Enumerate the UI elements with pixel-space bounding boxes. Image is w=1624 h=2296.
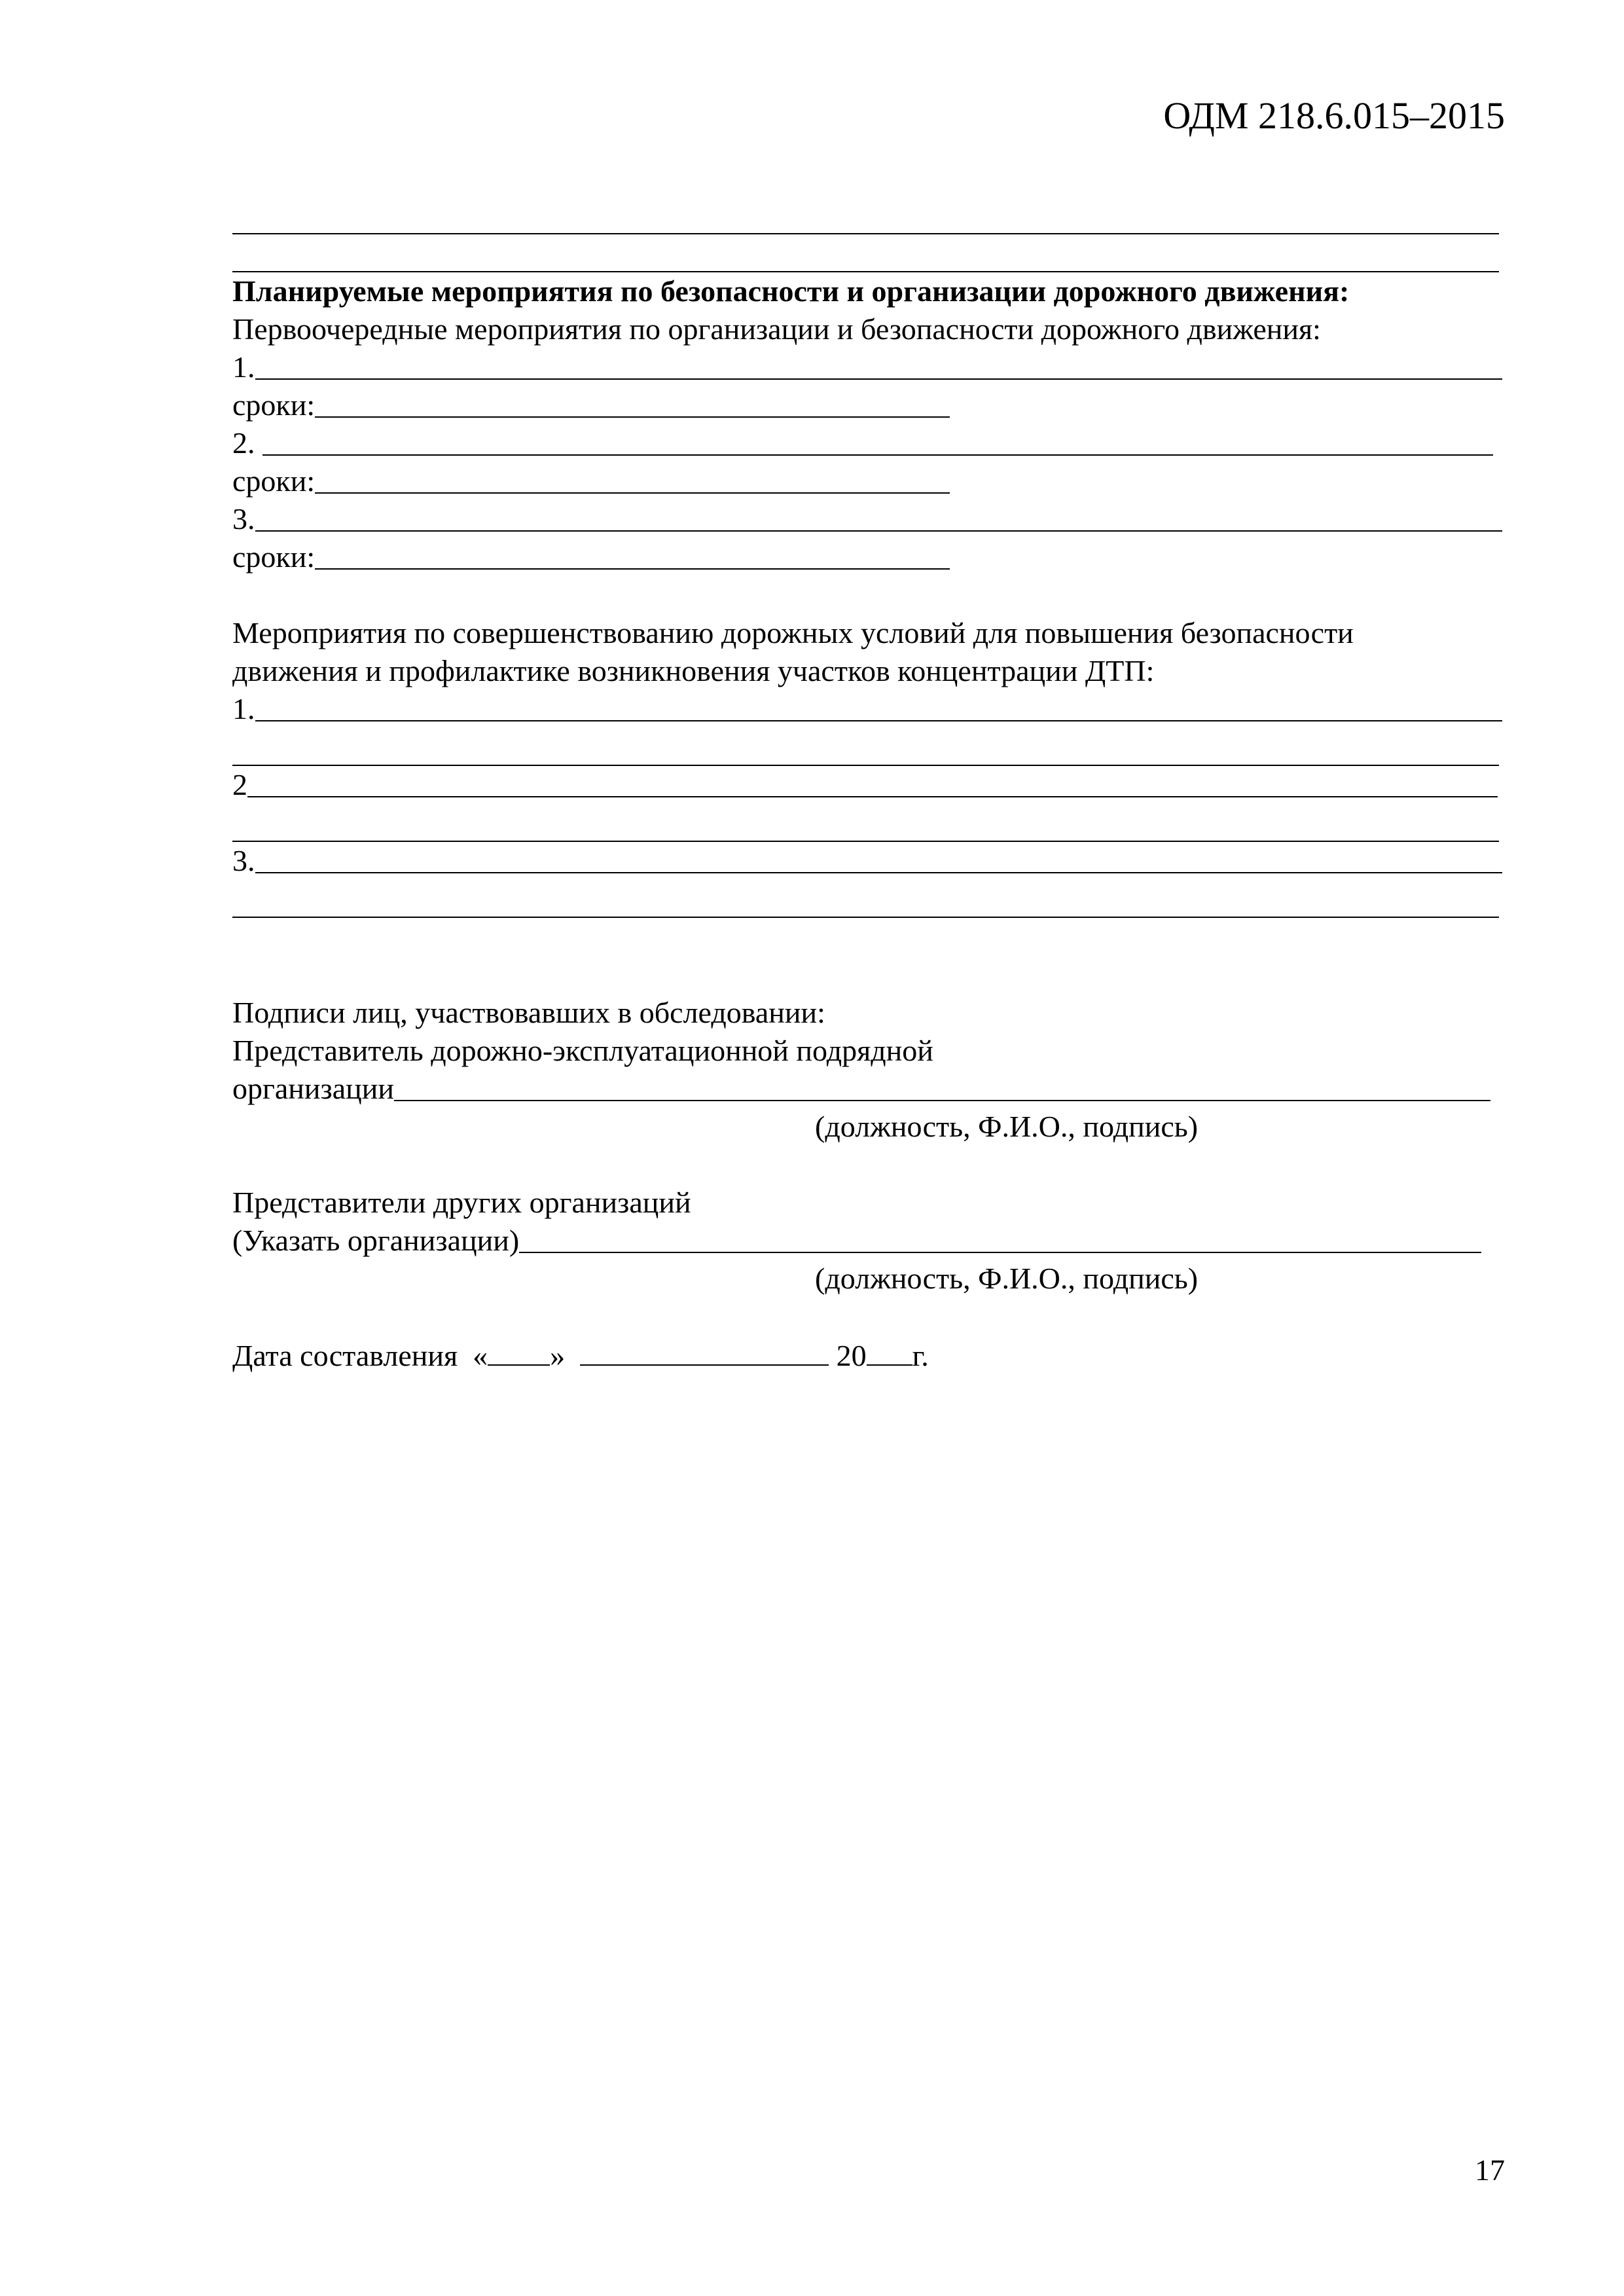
compilation-date-row (232, 1336, 1509, 1374)
fill-line (315, 539, 950, 570)
year-suffix: г. (912, 1339, 929, 1372)
item-number: 2. (232, 426, 262, 460)
improvement-item-1 (232, 690, 1509, 728)
deadline-label: сроки: (232, 464, 316, 498)
improvement-title-line-1: Мероприятия по совершенствованию дорожных условий для повышения безопасности (232, 616, 1354, 649)
fill-line (519, 1223, 1481, 1253)
item-number: 3. (232, 844, 255, 877)
priority-measures-subtitle: Первоочередные мероприятия по организации и безопасности дорожного движения: (232, 312, 1321, 346)
fill-line (247, 767, 1498, 797)
deadline-row-1 (232, 386, 1509, 424)
blank-line (232, 234, 1499, 272)
day-blank (488, 1336, 550, 1366)
item-number: 3. (232, 502, 255, 536)
close-quote: » (550, 1339, 566, 1372)
contractor-rep-signature-row (232, 1070, 1509, 1108)
improvement-item-3 (232, 842, 1509, 880)
priority-item-3 (232, 500, 1509, 538)
contractor-rep-label: Представитель дорожно-эксплуатационной подрядной (232, 1034, 933, 1067)
fill-line (262, 426, 1493, 456)
blank-line (232, 880, 1499, 918)
signatures-title: Подписи лиц, участвовавших в обследовании: (232, 996, 825, 1029)
fill-line (255, 843, 1502, 873)
fill-line (315, 464, 950, 494)
fill-line (255, 691, 1502, 721)
item-number: 1. (232, 692, 255, 725)
deadline-label: сроки: (232, 388, 316, 422)
document-code: ОДМ 218.6.015–2015 (1163, 94, 1505, 137)
fill-line (255, 501, 1502, 532)
priority-item-2 (232, 424, 1509, 462)
fill-line (394, 1071, 1490, 1101)
date-label: Дата составления (232, 1339, 458, 1372)
item-number: 2 (232, 768, 247, 801)
deadline-row-3 (232, 538, 1509, 576)
blank-line (232, 196, 1499, 234)
form-body (232, 196, 1509, 1374)
month-blank (580, 1336, 829, 1366)
improvement-item-2 (232, 766, 1509, 804)
blank-line (232, 728, 1499, 766)
deadline-row-2 (232, 462, 1509, 500)
open-quote: « (473, 1339, 488, 1372)
page-number: 17 (1475, 2153, 1505, 2187)
organization-label: организации (232, 1072, 394, 1105)
item-number: 1. (232, 350, 255, 384)
fill-line (315, 388, 950, 418)
signature-caption: (должность, Ф.И.О., подпись) (815, 1262, 1199, 1295)
planned-measures-title: Планируемые мероприятия по безопасности и организации дорожного движения: (232, 274, 1350, 308)
deadline-label: сроки: (232, 540, 316, 574)
blank-line (232, 804, 1499, 842)
year-blank (867, 1336, 912, 1366)
other-orgs-title: Представители других организаций (232, 1186, 691, 1219)
signature-caption: (должность, Ф.И.О., подпись) (815, 1110, 1199, 1143)
improvement-title-line-2: движения и профилактике возникновения участков концентрации ДТП: (232, 654, 1155, 687)
year-prefix: 20 (836, 1339, 867, 1372)
priority-item-1 (232, 348, 1509, 386)
specify-orgs-label: (Указать организации) (232, 1224, 520, 1257)
fill-line (255, 350, 1502, 380)
other-orgs-signature-row (232, 1222, 1509, 1260)
